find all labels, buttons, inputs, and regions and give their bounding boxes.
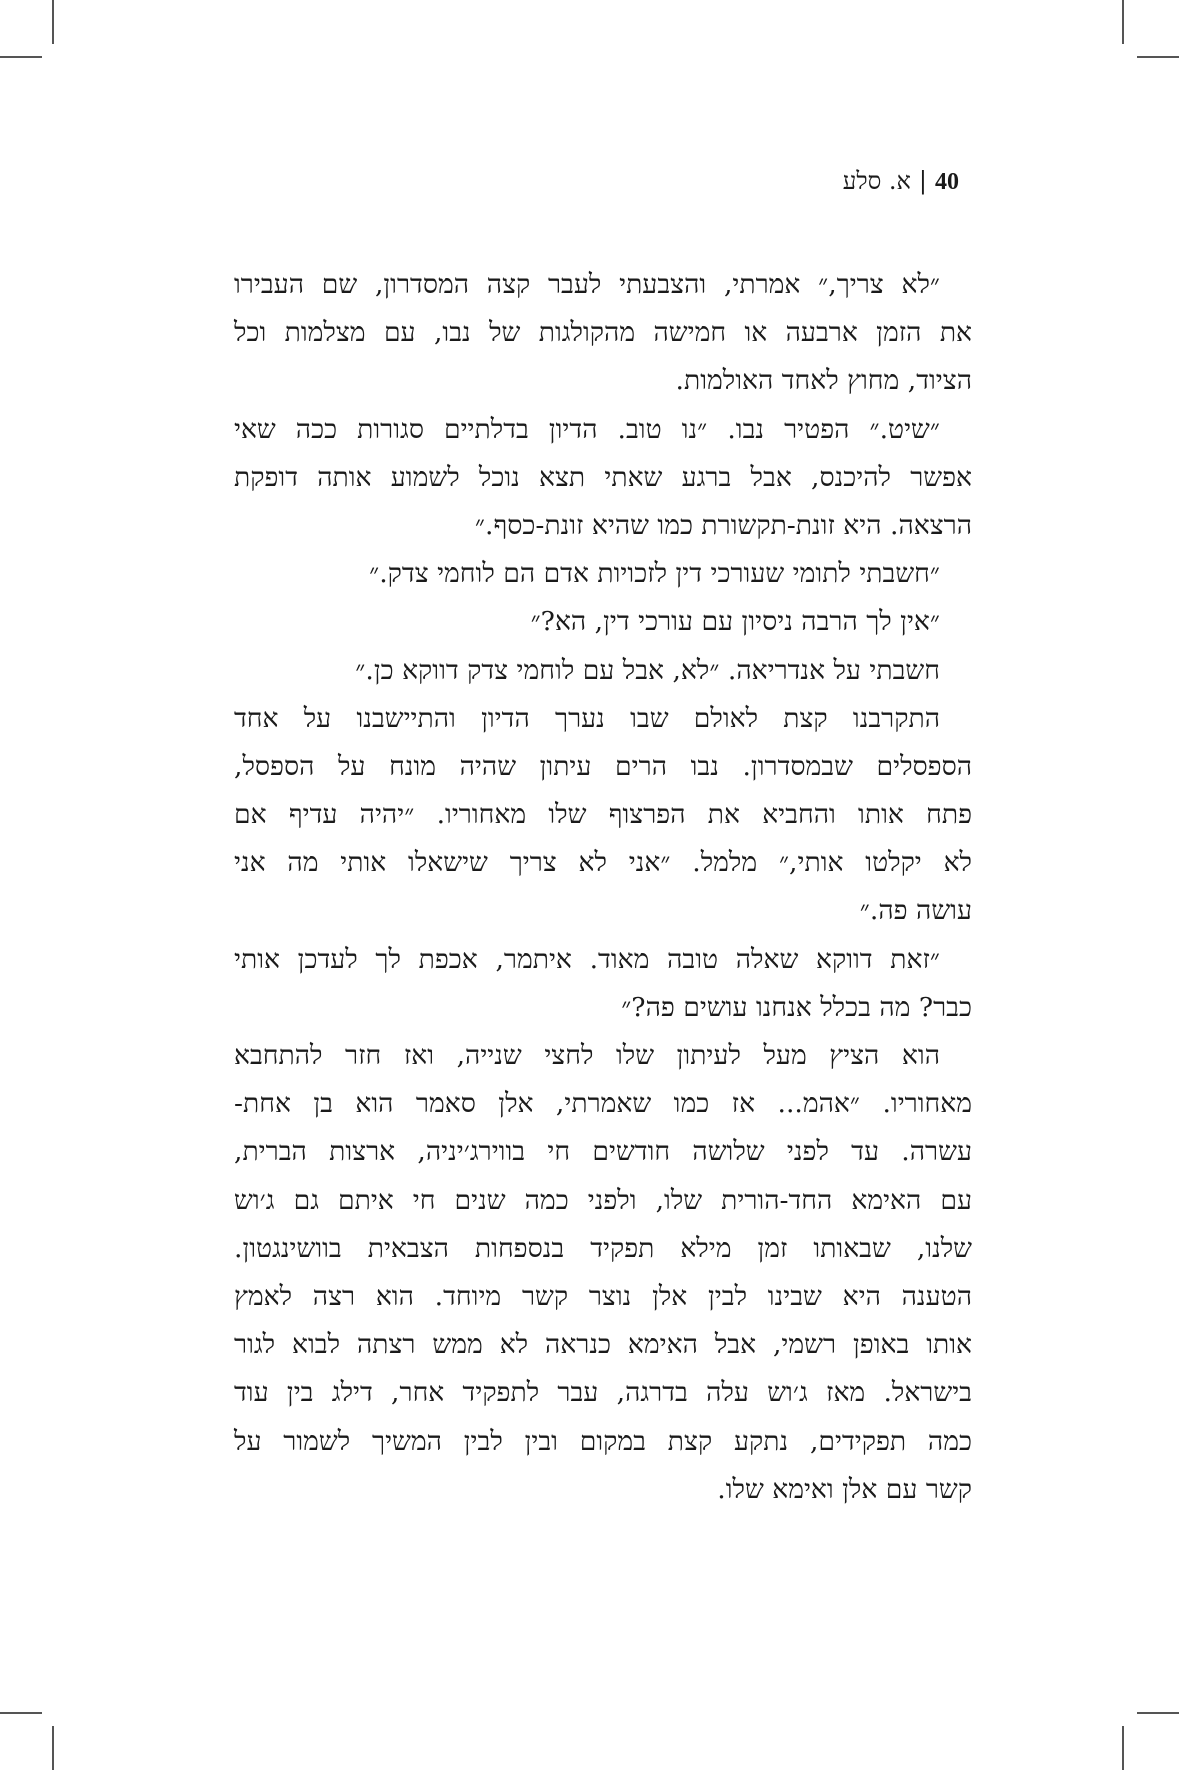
text-line: עשרה. עד לפני שלושה חודשים חי בווירג׳יניה, ארצות הברית,	[234, 1136, 972, 1168]
text-line: ״שיט.״ הפטיר נבו. ״נו טוב. הדיון בדלתיים סגורות ככה שאי	[234, 413, 940, 445]
running-head	[843, 166, 959, 197]
text-line: ״חשבתי לתומי שעורכי דין לזכויות אדם הם לוחמי צדק.״	[369, 558, 940, 590]
text-line: ״אין לך הרבה ניסיון עם עורכי דין, הא?״	[530, 606, 940, 638]
crop-mark-bottom-right	[1122, 1726, 1124, 1770]
crop-mark-top-right-h	[1137, 56, 1179, 58]
crop-mark-bottom-left-h	[0, 1712, 42, 1714]
text-line: אותו באופן רשמי, אבל האימא כנראה לא ממש רצתה לבוא לגור	[234, 1329, 972, 1361]
page-number: 40	[935, 169, 959, 195]
text-line: מאחוריו. ״אהמ... אז כמו שאמרתי, אלן סאמר הוא בן אחת-	[234, 1088, 972, 1120]
text-line: את הזמן ארבעה או חמישה מהקולגות של נבו, עם מצלמות וכל	[234, 317, 972, 349]
text-line: פתח אותו והחביא את הפרצוף שלו מאחוריו. ״יהיה עדיף אם	[234, 799, 972, 831]
crop-mark-top-right	[1122, 0, 1124, 44]
text-line: בישראל. מאז ג׳וש עלה בדרגה, עבר לתפקיד אחר, דילג בין עוד	[234, 1377, 972, 1409]
text-line: לא יקלטו אותי,״ מלמל. ״אני לא צריך שישאלו אותי מה אני	[234, 847, 972, 879]
text-line: כמה תפקידים, נתקע קצת במקום ובין לבין המשיך לשמור על	[234, 1425, 972, 1457]
crop-mark-bottom-right-h	[1137, 1712, 1179, 1714]
text-line: ״לא צריך,״ אמרתי, והצבעתי לעבר קצה המסדרון, שם העבירו	[234, 269, 940, 300]
crop-mark-bottom-left	[52, 1726, 54, 1770]
text-line: הציוד, מחוץ לאחד האולמות.	[675, 365, 972, 397]
text-line: שלנו, שבאותו זמן מילא תפקיד בנספחות הצבאית בוושינגטון.	[234, 1232, 972, 1264]
crop-mark-top-left-h	[0, 56, 42, 58]
text-line: הרצאה. היא זונת-תקשורת כמו שהיא זונת-כסף.״	[474, 509, 972, 541]
header-separator: |	[918, 167, 927, 195]
text-line: ״זאת דווקא שאלה טובה מאוד. איתמר, אכפת לך לעדכן אותי	[234, 943, 940, 975]
text-line: אפשר להיכנס, אבל ברגע שאתי תצא נוכל לשמוע אותה דופקת	[234, 461, 972, 493]
text-line: עושה פה.״	[859, 895, 972, 927]
body-text	[234, 261, 972, 1514]
text-line: כבר? מה בכלל אנחנו עושים פה?״	[621, 991, 972, 1023]
text-line: הטענה היא שבינו לבין אלן נוצר קשר מיוחד. הוא רצה לאמץ	[234, 1280, 972, 1312]
crop-mark-top-left	[52, 0, 54, 44]
author-name: א. סלע	[842, 167, 911, 195]
text-line: קשר עם אלן ואימא שלו.	[717, 1473, 972, 1505]
text-line: התקרבנו קצת לאולם שבו נערך הדיון והתיישבנו על אחד	[234, 702, 940, 734]
text-line: הוא הציץ מעל לעיתון שלו לחצי שנייה, ואז חזר להתחבא	[234, 1040, 940, 1071]
text-line: חשבתי על אנדריאה. ״לא, אבל עם לוחמי צדק דווקא כן.״	[355, 654, 940, 686]
text-line: הספסלים שבמסדרון. נבו הרים עיתון שהיה מונח על הספסל,	[234, 750, 972, 782]
text-line: עם האימא החד-הורית שלו, ולפני כמה שנים חי איתם גם ג׳וש	[234, 1184, 972, 1216]
